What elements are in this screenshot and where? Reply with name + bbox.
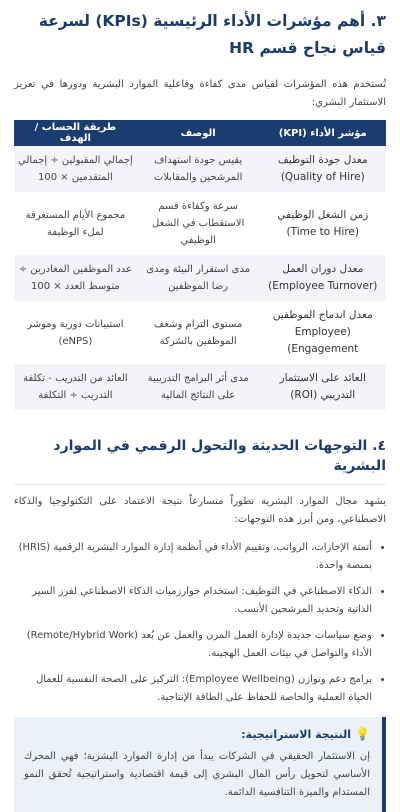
table-cell-method: مجموع الأيام المستغرقة لملء الوظيفة [14, 192, 137, 255]
table-row [14, 146, 386, 192]
table-cell-description: مدى أثر البرامج التدريبية على النتائج المالية [137, 364, 260, 410]
table-row [14, 301, 386, 364]
table-cell-kpi: زمن الشغل الوظيفي (Time to Hire) [260, 192, 386, 255]
table-header-row [14, 120, 386, 146]
strategic-result-callout [14, 717, 386, 812]
header-description: الوصف [137, 120, 260, 146]
section3-intro: تُستخدم هذه المؤشرات لقياس مدى كفاءة وفاعلية الموارد البشرية ودورها في تعزيز الاستثمار البشري: [14, 79, 386, 108]
table-cell-kpi: معدل دوران العمل (Employee Turnover) [260, 255, 386, 301]
table-cell-kpi: معدل اندماج الموظفين (Employee Engagement) [260, 301, 386, 364]
trends-list [14, 539, 386, 707]
callout-heading [24, 725, 370, 744]
table-cell-description: يقيس جودة استهداف المرشحين والمقابلات [137, 146, 260, 192]
table-row [14, 192, 386, 255]
table-cell-description: مدى استقرار البيئة ومدى رضا الموظفين [137, 255, 260, 301]
table-cell-method: عدد الموظفين المغادرين ÷ متوسط العدد × 100 [14, 255, 137, 301]
callout-title: النتيجة الاستراتيجية: [241, 728, 352, 741]
table-cell-method: إجمالي المقبولين ÷ إجمالي المتقدمين × 100 [14, 146, 137, 192]
table-cell-method: العائد من التدريب - تكلفة التدريب ÷ التكلفة [14, 364, 137, 410]
table-cell-kpi: معدل جودة التوظيف (Quality of Hire) [260, 146, 386, 192]
section4-paragraph: يشهد مجال الموارد البشرية تطوراً متسارعاً نتيجة الاعتماد على التكنولوجيا والذكاء الاصطناعي، ومن أبرز هذه التوجهات: [14, 496, 386, 525]
header-method: طريقة الحساب / الهدف [14, 120, 137, 146]
list-item: • برامج دعم وتوازن (Employee Wellbeing): التركيز على الصحة النفسية للعمال الحياة العملية والخاصة للحفاظ على الطاقة الإنتاجية. [14, 671, 372, 707]
kpi-table [14, 120, 386, 410]
list-item: • أتمتة الإجازات، الرواتب، وتقييم الأداء في أنظمة إدارة الموارد البشرية الرقمية (HRIS) بمنصة واحدة. [14, 539, 372, 575]
header-kpi: مؤشر الأداء (KPI) [260, 120, 386, 146]
table-cell-description: مستوى التزام وشغف الموظفين بالشركة [137, 301, 260, 364]
lightbulb-icon: 💡 [355, 727, 370, 741]
table-cell-description: سرعة وكفاءة قسم الاستقطاب في الشغل الوظيفي [137, 192, 260, 255]
table-cell-kpi: العائد على الاستثمار التدريبي (ROI) [260, 364, 386, 410]
list-item: • الذكاء الاصطناعي في التوظيف: استخدام خوارزميات الذكاء الاصطناعي لفرز السير الذاتية وتحديد المرشحين الأنسب. [14, 583, 372, 619]
list-item: • وضع سياسات جديدة لإدارة العمل المرن والعمل عن بُعد (Remote/Hybrid Work) الأداء والتواصل في بيئات العمل الهجينة. [14, 627, 372, 663]
callout-body: إن الاستثمار الحقيقي في الشركات يبدأ من إدارة الموارد البشرية؛ فهي المحرك الأساسي لتحويل رأس المال البشري إلى قيمة اقتصادية واستراتيجية تُحقق النمو المستدام والميزة التنافسية الدائمة. [24, 751, 370, 798]
section3-title: ٣. أهم مؤشرات الأداء الرئيسية (KPIs) لسرعة قياس نجاح قسم HR [38, 12, 386, 57]
table-row [14, 364, 386, 410]
table-cell-method: استبيانات دورية وموشر (eNPS) [14, 301, 137, 364]
table-row [14, 255, 386, 301]
section4-title: ٤. التوجهات الحديثة والتحول الرقمي في الموارد البشرية [14, 436, 386, 485]
